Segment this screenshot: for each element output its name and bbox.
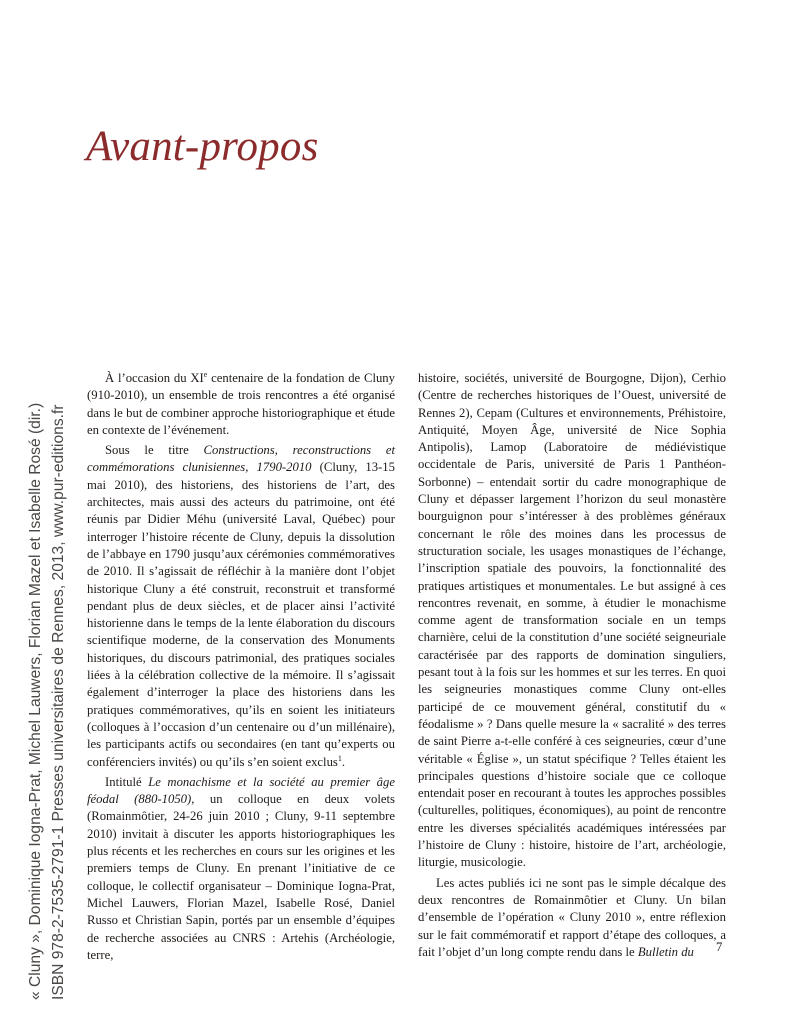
chapter-title: Avant-propos xyxy=(86,123,319,170)
text-run: Intitulé xyxy=(105,774,149,789)
footnote-ref[interactable]: 1 xyxy=(337,753,342,763)
text-run: (Cluny, 13-15 mai 2010), des historiens, des historiens de l’art, des architectes, mais aussi des acteurs du patrimoine, ont été réunis par Didier Méhu (université Laval, Québec) pour interroger l’histoire récente de Cluny, depuis la dissolution de l’abbaye en 1790 jusqu’aux cérémonies commémoratives de 2010. Il s’agissait de réfléchir à la manière dont l’objet historique Cluny a été construit, reconstruit et transformé pendant plus de deux siècles, et de placer ainsi l’activité historienne dans le temps de la lente élaboration du discours scientifique moderne, de la conservation des Monuments historiques, du discours patrimonial, des pratiques sociales liées à la célébration collective de la mémoire. Il s’agissait également d’interroger la place des historiens dans les pratiques commémoratives, qu’ils en soient les initiateurs (colloques à l’occasion d’un centenaire ou d’un millénaire), les participants actifs ou secondaires (en tant qu’experts ou conférenciers invités) ou qu’ils s’en soient exclus xyxy=(87,460,395,769)
italic-title: Constructions, reconstructions et commémorations clunisiennes, 1790-2010 xyxy=(87,443,395,475)
text-run: À l’occasion du XI xyxy=(105,371,204,385)
text-run: centenaire de la fondation de Cluny (910-2010), un ensemble de trois rencontres a été organisé dans le but de combiner approche historiographique et étude en contexte de l’événement. xyxy=(87,371,395,437)
italic-title: Bulletin du xyxy=(637,944,694,959)
paragraph xyxy=(87,442,395,771)
text-run: . xyxy=(341,754,346,769)
text-run: Sous le titre xyxy=(105,443,204,458)
paragraph: histoire, sociétés, université de Bourgogne, Dijon), Cerhio (Centre de recherches historiques de l’Ouest, université de Rennes 2), Cepam (Cultures et environnements, Préhistoire, Antiquité, Moyen Âge, université de Nice Sophia Antipolis), Lamop (Laboratoire de médiévistique occidentale de Paris, université de Paris 1 Panthéon-Sorbonne) – entendait sortir du cadre monographique de Cluny et dépasser largement l’horizon du seul monastère bourguignon pour s’intéresser à des problèmes généraux concernant le rôle des moines dans les processus de structuration sociale, les usages monastiques de l’échange, l’inscription spatiale des pouvoirs, la fonctionnalité des pratiques artistiques et monumentales. Le but assigné à ces rencontres revenait, en somme, à étudier le monachisme comme agent de transformation sociale en un temps charnière, celui de la constitution d’une société seigneuriale caractérisée par des rapports de domination singuliers, pesant tout à la fois sur les hommes et sur les terres. En quoi les seigneuries monastiques comme Cluny ont-elles participé de ce mouvement général, constitutif du « féodalisme » ? Dans quelle mesure la « sacralité » des terres de saint Pierre a-t-elle conféré à ces seigneuries, cœur d’une véritable « Église », un statut spécifique ? Telles étaient les principales questions d’histoire sociale que ce colloque entendait poser en recourant à toutes les approches possibles (culturelles, politiques, économiques), au point de rencontre entre les diverses spécialités académiques intéressées par l’histoire de Cluny : histoire, histoire de l’art, archéologie, liturgie, musicologie. xyxy=(418,371,726,870)
italic-title: Le monachisme et la société au premier âge féodal (880-1050) xyxy=(87,774,395,807)
paragraph xyxy=(87,774,395,964)
paragraph xyxy=(87,370,395,439)
text-run: , un colloque en deux volets (Romainmôtier, 24-26 juin 2010 ; Cluny, 9-11 septembre 2010) invitait à discuter les apports historiographiques les plus récents et les recherches en cours sur les origines et les premiers temps de Cluny. En prenant l’initiative de ce colloque, le collectif organisateur – Dominique Iogna-Prat, Michel Lauwers, Florian Mazel, Isabelle Rosé, Daniel Russo et Christian Sapin, portés par un ensemble d’équipes de recherche associées au CNRS : Artehis (Archéologie, terre, xyxy=(87,792,395,962)
page-number: 7 xyxy=(716,940,723,954)
paragraph xyxy=(418,875,726,961)
side-credit-line-isbn: ISBN 978-2-7535-2791-1 Presses universitaires de Rennes, 2013, www.pur-editions.fr xyxy=(50,404,67,1000)
text-column-right xyxy=(418,370,726,961)
side-credit xyxy=(24,360,76,1000)
superscript: e xyxy=(203,369,208,379)
side-credit-line-authors: « Cluny », Dominique Iogna-Prat, Michel Lauwers, Florian Mazel et Isabelle Rosé (dir.) xyxy=(27,402,44,1000)
text-run: Les actes publiés ici ne sont pas le simple décalque des deux rencontres de Romainmôtier et Cluny. Un bilan d’ensemble de l’opération « Cluny 2010 », entre réflexion sur le fait commémoratif et rapport d’étape des colloques, a fait l’objet d’un long compte rendu dans le xyxy=(418,875,726,959)
text-column-left xyxy=(87,370,395,964)
